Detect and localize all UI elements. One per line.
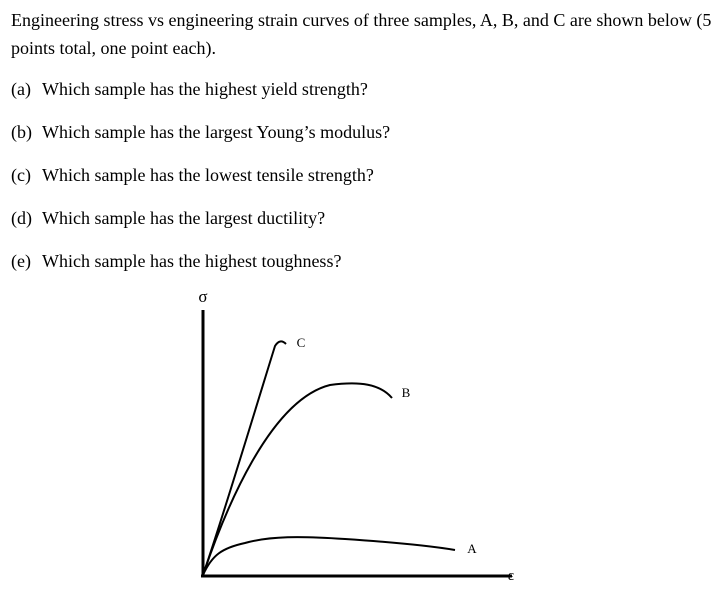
question-a-text: Which sample has the highest yield strength? — [42, 79, 368, 99]
question-c-text: Which sample has the lowest tensile strength? — [42, 165, 374, 185]
question-e-label: (e) — [11, 251, 31, 271]
curve-a — [203, 537, 455, 575]
question-e-text: Which sample has the highest toughness? — [42, 251, 342, 271]
question-d-text: Which sample has the largest ductility? — [42, 208, 326, 228]
question-d-label: (d) — [11, 208, 32, 228]
curve-a-label: A — [467, 541, 477, 556]
x-axis-symbol: ε — [507, 568, 515, 584]
problem-intro: Engineering stress vs engineering strain curves of three samples, A, B, and C are shown below (5 points total, one point each). — [11, 10, 712, 58]
question-c-label: (c) — [11, 165, 31, 185]
question-b-text: Which sample has the largest Young’s modulus? — [42, 122, 391, 142]
y-axis-symbol: σ — [198, 287, 208, 306]
curve-b-label: B — [401, 385, 411, 400]
curve-c-label: C — [296, 335, 306, 350]
question-a-label: (a) — [11, 79, 31, 99]
question-b-label: (b) — [11, 122, 32, 142]
